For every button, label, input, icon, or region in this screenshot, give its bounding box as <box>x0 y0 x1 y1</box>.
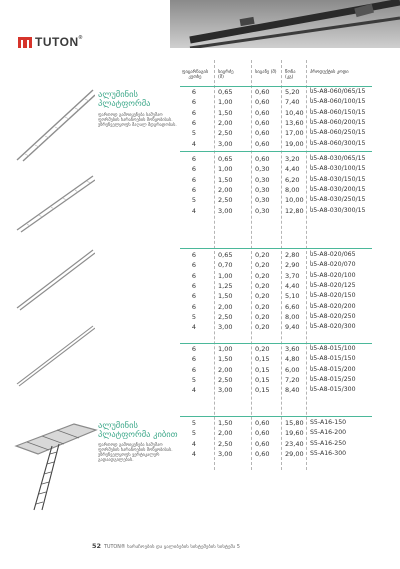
cell-length: 2,00 <box>218 185 233 194</box>
header-photo-graphic <box>170 0 400 48</box>
cell-angle: 6 <box>191 155 197 163</box>
table-row <box>180 250 380 260</box>
cell-angle: 5 <box>191 375 197 384</box>
cell-weight: 8,00 <box>285 185 300 194</box>
cell-weight: 10,40 <box>285 108 304 117</box>
table-row <box>180 375 380 385</box>
cell-angle: 6 <box>191 261 197 270</box>
cell-length: 3,00 <box>218 139 233 148</box>
table-row <box>180 87 380 97</box>
cell-angle: 4 <box>191 206 197 215</box>
cell-code: ს5-A8-030/150/15 <box>310 175 366 183</box>
cell-length: 1,25 <box>218 281 233 290</box>
table-row <box>180 354 380 364</box>
table-row <box>180 108 380 118</box>
cell-code: S5-A16-250 <box>310 439 347 447</box>
platform-illustration <box>15 88 95 163</box>
cell-width: 0,20 <box>255 302 270 311</box>
product-title: ალუმინის პლატფორმა კიბით <box>98 421 178 440</box>
table-row <box>180 302 380 312</box>
cell-code: S5-A16-300 <box>310 449 347 457</box>
table-row <box>180 385 380 395</box>
cell-width: 0,60 <box>255 419 270 427</box>
group-separator <box>180 416 372 417</box>
cell-length: 1,00 <box>218 271 233 280</box>
cell-width: 0,60 <box>255 449 270 458</box>
cell-code: ს5-A8-020/070 <box>310 261 356 269</box>
cell-code: ს5-A8-030/065/15 <box>310 155 366 162</box>
table-row <box>180 428 380 438</box>
group-separator <box>180 151 372 152</box>
cell-length: 1,50 <box>218 108 233 117</box>
table-row <box>180 312 380 322</box>
brand-name: TUTON® <box>35 35 83 49</box>
table-row <box>180 206 380 216</box>
cell-code: ს5-A8-030/100/15 <box>310 165 366 173</box>
cell-code: ს5-A8-015/250 <box>310 375 356 383</box>
cell-angle: 5 <box>191 129 197 138</box>
cell-width: 0,60 <box>255 139 270 148</box>
cell-code: ს5-A8-060/150/15 <box>310 108 366 116</box>
cell-weight: 19,00 <box>285 139 304 148</box>
cell-code: ს5-A8-020/250 <box>310 312 356 320</box>
cell-angle: 6 <box>191 365 197 374</box>
cell-length: 2,50 <box>218 439 233 448</box>
column-header-width: სიგანე (მ) <box>255 70 277 75</box>
cell-width: 0,20 <box>255 312 270 321</box>
table-row <box>180 185 380 195</box>
cell-length: 2,50 <box>218 312 233 321</box>
table-row <box>180 322 380 332</box>
product-description: ფართოდ გამოიყენება სამუშაო ფორმების ხარაჩოების მოწყობისას. უზრუნველყოფს ვერტიკალურ გადაადგილებას. <box>98 443 173 463</box>
cell-width: 0,60 <box>255 155 270 163</box>
cell-length: 2,00 <box>218 429 233 438</box>
group-separator <box>180 248 372 249</box>
cell-length: 2,50 <box>218 129 233 138</box>
cell-width: 0,60 <box>255 108 270 117</box>
page-number: 52 <box>92 542 102 550</box>
cell-length: 1,00 <box>218 345 233 353</box>
cell-width: 0,30 <box>255 165 270 174</box>
column-header-length: სიგრძე (მ) <box>218 70 234 80</box>
cell-width: 0,20 <box>255 261 270 270</box>
cell-angle: 5 <box>191 419 197 427</box>
cell-length: 0,70 <box>218 261 233 270</box>
table-row <box>180 154 380 164</box>
cell-length: 1,50 <box>218 175 233 184</box>
cell-weight: 23,40 <box>285 439 304 448</box>
cell-width: 0,30 <box>255 206 270 215</box>
cell-weight: 4,40 <box>285 281 300 290</box>
product-description: ფართოდ გამოიყენება სამუშაო ფორმების ხარაჩოების მოწყობისას. უზრუნველყოფს მაღალ მდგრადობას. <box>98 113 177 128</box>
cell-length: 1,50 <box>218 355 233 364</box>
cell-code: ს5-A8-020/300 <box>310 323 356 331</box>
cell-code: ს5-A8-060/065/15 <box>310 88 366 95</box>
cell-weight: 2,90 <box>285 261 300 270</box>
platform-illustration <box>15 246 95 312</box>
table-row <box>180 439 380 449</box>
brand-logo-icon <box>18 37 32 48</box>
cell-weight: 9,40 <box>285 323 300 332</box>
cell-code: ს5-A8-020/125 <box>310 281 356 289</box>
cell-angle: 6 <box>191 175 197 184</box>
table-row <box>180 344 380 354</box>
cell-width: 0,15 <box>255 355 270 364</box>
table-row <box>180 281 380 291</box>
cell-width: 0,60 <box>255 429 270 438</box>
cell-weight: 6,60 <box>285 302 300 311</box>
cell-width: 0,20 <box>255 251 270 259</box>
cell-length: 0,65 <box>218 251 233 259</box>
cell-code: ს5-A8-020/065 <box>310 251 356 258</box>
table-row <box>180 118 380 128</box>
cell-angle: 4 <box>191 139 197 148</box>
brand-logo <box>18 36 83 48</box>
cell-code: ს5-A8-020/100 <box>310 271 356 279</box>
table-row <box>180 97 380 107</box>
cell-width: 0,15 <box>255 365 270 374</box>
cell-length: 1,00 <box>218 98 233 107</box>
cell-width: 0,60 <box>255 439 270 448</box>
table-row <box>180 365 380 375</box>
cell-length: 1,00 <box>218 165 233 174</box>
cell-angle: 6 <box>191 165 197 174</box>
cell-angle: 6 <box>191 355 197 364</box>
cell-weight: 15,80 <box>285 419 304 427</box>
table-row <box>180 164 380 174</box>
cell-length: 2,00 <box>218 302 233 311</box>
footer-text: TUTON® ხარაჩოების და ყალიბების სისტემების სისტემა 5 <box>104 545 240 550</box>
cell-weight: 4,40 <box>285 165 300 174</box>
table-row <box>180 128 380 138</box>
cell-code: ს5-A8-030/300/15 <box>310 206 366 214</box>
cell-width: 0,60 <box>255 118 270 127</box>
cell-width: 0,30 <box>255 175 270 184</box>
cell-weight: 6,20 <box>285 175 300 184</box>
cell-width: 0,30 <box>255 185 270 194</box>
cell-length: 3,00 <box>218 323 233 332</box>
platform-illustration <box>15 172 95 234</box>
cell-angle: 6 <box>191 251 197 259</box>
cell-weight: 13,60 <box>285 118 304 127</box>
cell-angle: 6 <box>191 88 197 96</box>
table-row <box>180 195 380 205</box>
cell-length: 3,00 <box>218 449 233 458</box>
cell-code: ს5-A8-060/250/15 <box>310 129 366 137</box>
cell-length: 3,00 <box>218 206 233 215</box>
cell-code: ს5-A8-060/300/15 <box>310 139 366 147</box>
cell-weight: 19,60 <box>285 429 304 438</box>
cell-code: ს5-A8-015/300 <box>310 386 356 394</box>
cell-angle: 6 <box>191 345 197 353</box>
cell-length: 2,00 <box>218 365 233 374</box>
cell-width: 0,60 <box>255 88 270 96</box>
cell-angle: 6 <box>191 98 197 107</box>
cell-angle: 6 <box>191 185 197 194</box>
table-row <box>180 139 380 149</box>
cell-angle: 4 <box>191 449 197 458</box>
table-row <box>180 271 380 281</box>
cell-weight: 3,70 <box>285 271 300 280</box>
cell-angle: 6 <box>191 302 197 311</box>
cell-angle: 5 <box>191 312 197 321</box>
table-row <box>180 175 380 185</box>
table-row <box>180 418 380 428</box>
cell-angle: 4 <box>191 386 197 395</box>
cell-code: ს5-A8-015/100 <box>310 345 356 352</box>
cell-code: ს5-A8-015/150 <box>310 355 356 363</box>
cell-weight: 5,20 <box>285 88 300 96</box>
cell-weight: 7,20 <box>285 375 300 384</box>
cell-width: 0,20 <box>255 323 270 332</box>
cell-width: 0,30 <box>255 196 270 205</box>
table-row <box>180 260 380 270</box>
cell-code: ს5-A8-030/200/15 <box>310 185 366 193</box>
cell-width: 0,20 <box>255 271 270 280</box>
cell-code: S5-A16-150 <box>310 419 347 426</box>
cell-angle: 6 <box>191 118 197 127</box>
cell-code: ს5-A8-020/150 <box>310 292 356 300</box>
cell-width: 0,20 <box>255 281 270 290</box>
cell-length: 2,50 <box>218 375 233 384</box>
cell-weight: 5,10 <box>285 292 300 301</box>
cell-weight: 8,40 <box>285 386 300 395</box>
platform-illustration <box>15 322 95 388</box>
cell-weight: 17,00 <box>285 129 304 138</box>
cell-code: S5-A16-200 <box>310 429 347 437</box>
page-footer <box>92 542 240 550</box>
cell-length: 0,65 <box>218 88 233 96</box>
cell-length: 1,50 <box>218 419 233 427</box>
column-header-code: პროდუქტის კოდი <box>310 70 349 75</box>
cell-width: 0,15 <box>255 386 270 395</box>
cell-weight: 6,00 <box>285 365 300 374</box>
cell-width: 0,60 <box>255 129 270 138</box>
cell-length: 3,00 <box>218 386 233 395</box>
cell-angle: 5 <box>191 429 197 438</box>
cell-code: ს5-A8-060/100/15 <box>310 98 366 106</box>
cell-weight: 12,80 <box>285 206 304 215</box>
cell-length: 0,65 <box>218 155 233 163</box>
cell-code: ს5-A8-015/200 <box>310 365 356 373</box>
header-photo <box>170 0 400 48</box>
cell-weight: 3,60 <box>285 345 300 353</box>
cell-angle: 4 <box>191 439 197 448</box>
cell-code: ს5-A8-060/200/15 <box>310 118 366 126</box>
cell-width: 0,20 <box>255 345 270 353</box>
column-header-weight: წონა (კგ) <box>285 70 296 80</box>
cell-angle: 6 <box>191 271 197 280</box>
cell-angle: 6 <box>191 292 197 301</box>
cell-angle: 4 <box>191 323 197 332</box>
cell-width: 0,60 <box>255 98 270 107</box>
cell-length: 2,00 <box>218 118 233 127</box>
cell-weight: 2,80 <box>285 251 300 259</box>
cell-angle: 5 <box>191 196 197 205</box>
table-row <box>180 449 380 459</box>
cell-weight: 4,80 <box>285 355 300 364</box>
cell-weight: 8,00 <box>285 312 300 321</box>
cell-weight: 10,00 <box>285 196 304 205</box>
platform-with-ladder-illustration <box>12 418 100 513</box>
cell-angle: 6 <box>191 108 197 117</box>
cell-angle: 6 <box>191 281 197 290</box>
table-row <box>180 291 380 301</box>
cell-weight: 29,00 <box>285 449 304 458</box>
cell-code: ს5-A8-020/200 <box>310 302 356 310</box>
cell-weight: 7,40 <box>285 98 300 107</box>
cell-length: 2,50 <box>218 196 233 205</box>
product-title: ალუმინის პლატფორმა <box>98 90 151 109</box>
cell-width: 0,20 <box>255 292 270 301</box>
cell-weight: 3,20 <box>285 155 300 163</box>
column-header-angle: ფიცარნაგის კუთხე <box>181 70 209 80</box>
cell-width: 0,15 <box>255 375 270 384</box>
cell-length: 1,50 <box>218 292 233 301</box>
cell-code: ს5-A8-030/250/15 <box>310 196 366 204</box>
